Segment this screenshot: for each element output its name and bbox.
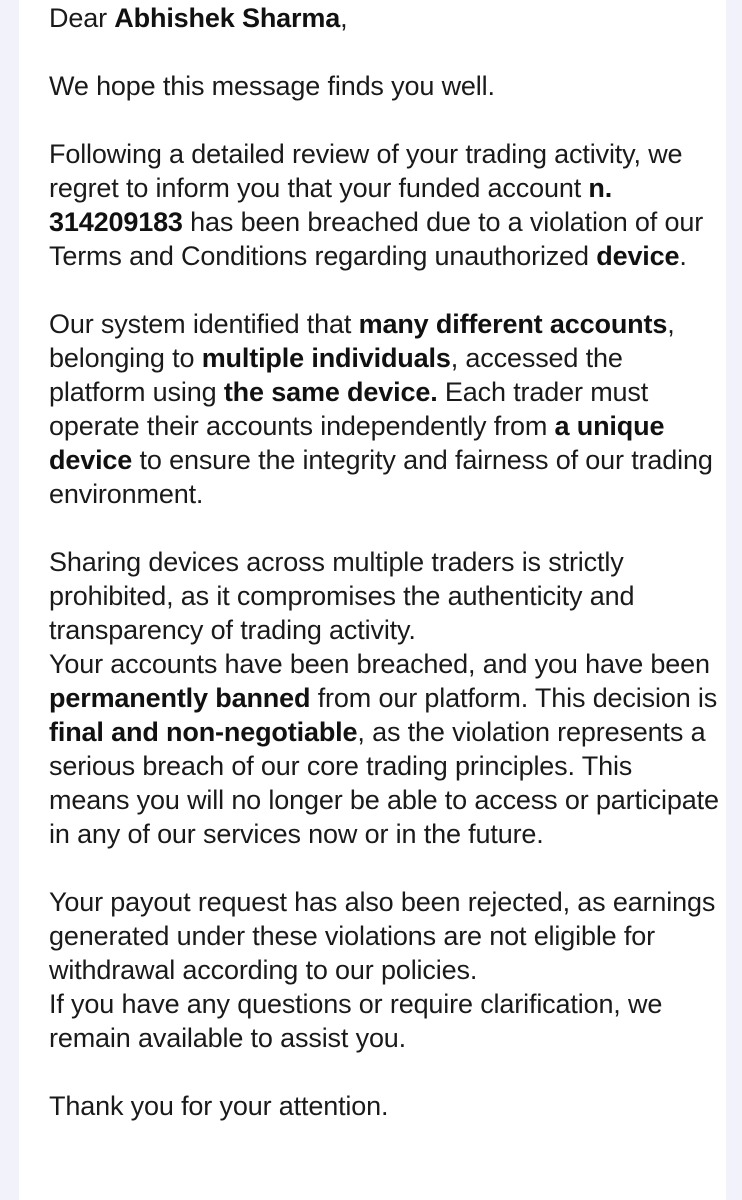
- greeting-suffix: ,: [340, 3, 348, 33]
- detection-emphasis: a unique device: [49, 411, 665, 475]
- breach-text: .: [679, 241, 687, 271]
- greeting: [49, 1, 719, 35]
- contact-paragraph: If you have any questions or require clarification, we remain available to assist you.: [49, 989, 663, 1053]
- opening-paragraph: We hope this message finds you well.: [49, 71, 495, 101]
- ban-text: , as the violation represents a serious breach of our core trading principles. This means you will no longer be able to access or participate in any of our services now or in the future.: [49, 717, 719, 849]
- detection-emphasis: multiple individuals: [201, 343, 451, 373]
- ban-text: from our platform. This decision is: [310, 683, 718, 713]
- email-body: [49, 1, 719, 1123]
- breach-text: has been breached due to a violation of our Terms and Conditions regarding unauthorized: [49, 207, 704, 271]
- detection-text: Our system identified that: [49, 309, 359, 339]
- policy-paragraph: Sharing devices across multiple traders is strictly prohibited, as it compromises the authenticity and transparency of trading activity.: [49, 547, 635, 645]
- breach-keyword: device: [596, 241, 680, 271]
- detection-paragraph: [49, 307, 719, 511]
- detection-text: , accessed the platform using: [49, 343, 623, 407]
- ban-text: Your accounts have been breached, and you have been: [49, 649, 710, 679]
- breach-text: Following a detailed review of your trading activity, we regret to inform you that your funded account: [49, 139, 683, 203]
- detection-text: to ensure the integrity and fairness of our trading environment.: [49, 445, 713, 509]
- account-number: n. 314209183: [49, 173, 613, 237]
- ban-emphasis: final and non-negotiable: [49, 717, 358, 747]
- ban-paragraph: [49, 647, 719, 851]
- recipient-name: Abhishek Sharma: [114, 3, 341, 33]
- detection-emphasis: the same device.: [223, 377, 438, 407]
- email-card: [19, 0, 726, 1200]
- closing-line: Thank you for your attention.: [49, 1091, 389, 1121]
- detection-text: Each trader must operate their accounts independently from: [49, 377, 649, 441]
- detection-text: , belonging to: [49, 309, 675, 373]
- detection-emphasis: many different accounts: [358, 309, 668, 339]
- greeting-prefix: Dear: [49, 3, 115, 33]
- ban-emphasis: permanently banned: [49, 683, 311, 713]
- payout-paragraph: Your payout request has also been rejected, as earnings generated under these violations are not eligible for withdrawal according to our policies.: [49, 887, 716, 985]
- breach-notice-paragraph: [49, 137, 719, 273]
